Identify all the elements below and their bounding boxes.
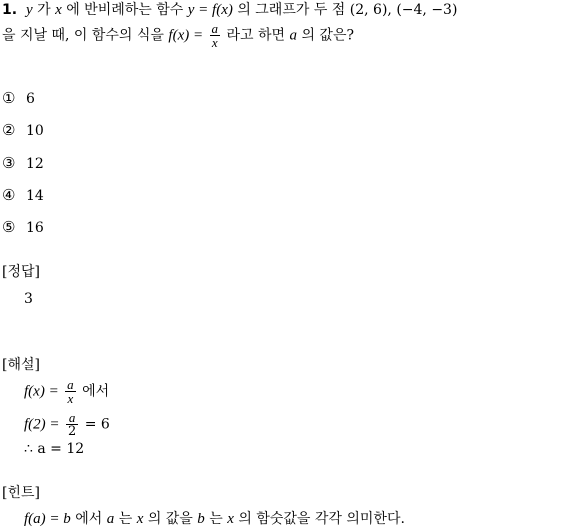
explanation-line-2 bbox=[24, 411, 110, 438]
text: 의 값은? bbox=[301, 27, 354, 44]
var-b: b bbox=[197, 511, 205, 527]
answer-value: 3 bbox=[24, 291, 33, 307]
choice-mark: ① bbox=[2, 89, 16, 107]
choice-value: 14 bbox=[26, 188, 44, 204]
fraction-numerator: a bbox=[67, 377, 74, 392]
fraction bbox=[66, 411, 78, 438]
choice-mark: ③ bbox=[2, 154, 16, 172]
var-x: x bbox=[55, 2, 62, 18]
fraction-denominator: 2 bbox=[67, 424, 77, 439]
function-expr: f(a) = b bbox=[24, 511, 71, 527]
choice-mark: ④ bbox=[2, 186, 16, 204]
fraction-denominator: x bbox=[211, 35, 218, 50]
fraction bbox=[65, 378, 76, 405]
answer-header: [정답] bbox=[2, 264, 40, 280]
fraction-denominator: x bbox=[67, 391, 74, 406]
function-expr: f(2) = bbox=[24, 416, 60, 433]
choice-value: 12 bbox=[26, 156, 44, 172]
choice-5[interactable] bbox=[2, 218, 44, 237]
fraction-numerator: a bbox=[66, 411, 78, 425]
text: 는 bbox=[209, 511, 223, 527]
choice-1[interactable] bbox=[2, 89, 35, 108]
text: 는 bbox=[118, 511, 133, 527]
hint-header: [힌트] bbox=[2, 485, 40, 501]
text: = 6 bbox=[84, 416, 110, 433]
fraction bbox=[210, 22, 221, 49]
explanation-header: [해설] bbox=[2, 357, 40, 373]
question-line-1 bbox=[2, 1, 457, 19]
explanation-line-3: ∴ a = 12 bbox=[24, 441, 85, 457]
text: 가 bbox=[37, 2, 51, 18]
choice-value: 6 bbox=[26, 91, 35, 107]
choice-mark: ⑤ bbox=[2, 218, 16, 236]
text: 의 함숫값을 각각 의미한다. bbox=[238, 511, 405, 527]
text: 의 그래프가 두 점 (2, 6), (−4, −3) bbox=[237, 2, 458, 18]
text: 에 반비례하는 함수 bbox=[66, 2, 184, 18]
choice-2[interactable] bbox=[2, 121, 44, 140]
var-x: x bbox=[136, 511, 144, 527]
choice-value: 16 bbox=[26, 220, 44, 236]
text: 에서 bbox=[82, 383, 110, 400]
var-x: x bbox=[227, 511, 234, 527]
question-line-2 bbox=[2, 22, 354, 49]
text: 의 값을 bbox=[147, 511, 193, 527]
question-number: 1. bbox=[2, 2, 18, 18]
function-expr: f(x) = bbox=[168, 27, 204, 44]
function-expr: f(x) = bbox=[24, 383, 59, 400]
explanation-line-1 bbox=[24, 378, 109, 405]
var-a: a bbox=[106, 511, 115, 527]
choice-value: 10 bbox=[26, 123, 44, 139]
text: 라고 하면 bbox=[226, 27, 286, 44]
var-y: y bbox=[25, 2, 33, 18]
function-expr: y = f(x) bbox=[187, 2, 233, 18]
hint-text bbox=[24, 510, 405, 528]
fraction-numerator: a bbox=[211, 21, 219, 36]
choice-3[interactable] bbox=[2, 154, 44, 173]
text: 을 지날 때, 이 함수의 식을 bbox=[2, 27, 164, 44]
text: 에서 bbox=[75, 511, 103, 527]
choice-mark: ② bbox=[2, 121, 16, 139]
choice-4[interactable] bbox=[2, 186, 44, 205]
var-a: a bbox=[289, 27, 297, 44]
